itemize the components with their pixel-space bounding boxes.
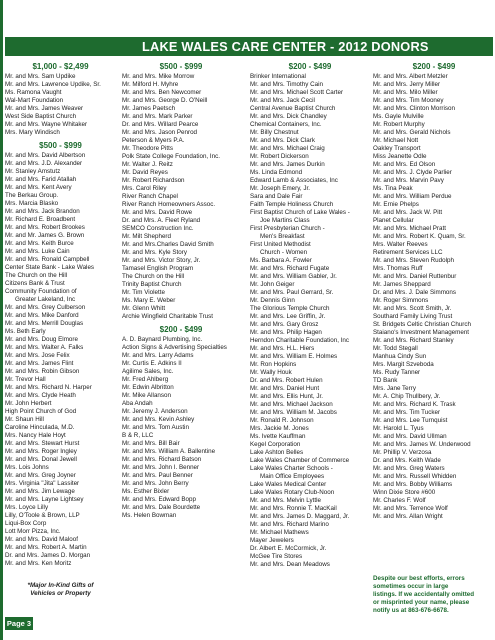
page-number-tab xyxy=(5,617,33,630)
donor-name: McGee Tire Stores xyxy=(250,553,303,560)
donor-name: Mr. and Mrs. William E. Holmes xyxy=(250,353,338,360)
donor-name: Mrs. Nancy Hale Hoyt xyxy=(5,432,66,439)
donor-name: Mr. Robert Richardson xyxy=(122,177,185,184)
donor-name: Mr. Stanley Amstutz xyxy=(5,168,61,175)
donor-name: Mr. and Mrs. Steven Rudolph xyxy=(373,257,454,264)
donor-name: Mr. and Mrs. Paul Gerrard, Sr. xyxy=(250,289,334,296)
donor-column-3 xyxy=(250,62,370,569)
donor-name: West Side Baptist Church xyxy=(5,113,77,120)
donor-name: The Berkau Group. xyxy=(5,192,59,199)
donor-name: Dr. and Mrs. J. Dale Simmons xyxy=(373,289,457,296)
donor-name: Mr. and Mrs. Jerry Miller xyxy=(373,81,441,88)
donor-name: Mr. and Mrs. Ronnie T. MacKail xyxy=(250,505,337,512)
donor-name: Mr. and Mrs. Jose Felix xyxy=(5,352,70,359)
donor-name: Ms. Mary E. Weber xyxy=(122,297,176,304)
donor-name: Mr. and Mrs. George D. O'Neill xyxy=(122,97,208,104)
donor-name: Tamasel English Program xyxy=(122,265,194,272)
donation-tier-heading: $200 - $499 xyxy=(412,62,456,71)
donor-name: Mr. and Mrs. Albert Metzler xyxy=(373,73,448,80)
donor-name: Mr. A. Chip Thullbery, Jr. xyxy=(373,393,441,400)
donor-name: Mr. Michael Nott xyxy=(373,137,419,144)
donor-name: Mr. and Mrs. Ben Newcomer xyxy=(122,89,202,96)
donor-name: Mr. and Mrs. Ken Moritz xyxy=(5,560,72,567)
donor-name: Mr. and Mrs. Tom Austin xyxy=(122,424,189,431)
donor-name: Mrs. Margit Szveboda xyxy=(373,361,434,368)
donor-name: Oakley Transport xyxy=(373,145,421,152)
donor-name: Mr. and Mrs. John I. Benner xyxy=(122,464,200,471)
donor-name: The Church on the Hill xyxy=(5,272,68,279)
donor-name: Mr. Fred Ahlberg xyxy=(122,376,169,383)
donor-name: Mrs. Marcia Blasko xyxy=(5,200,59,207)
donor-name: Retirement Services LLC xyxy=(373,249,443,256)
donor-name: Mr. and Mrs. James D. Maggard, Jr. xyxy=(250,513,350,520)
donor-name: Mr. and Mrs. Allan Wright xyxy=(373,513,443,520)
donor-name: Dr. and Mrs. James D. Morgan xyxy=(5,552,91,559)
donor-name: Mr. and Mrs. Victor Story, Jr. xyxy=(122,257,201,264)
donor-name: River Ranch Chapel xyxy=(122,193,178,200)
donor-name: Mr. Roger Simmons xyxy=(373,297,429,304)
donor-name: The Church on the Hill xyxy=(122,273,185,280)
page-edge-stripe xyxy=(0,0,3,640)
donor-column-1 xyxy=(5,62,116,598)
donor-name: Mr. Harold L. Tyus xyxy=(373,425,424,432)
donor-name: Miss Jeanette Odle xyxy=(373,153,427,160)
donor-name: Mr. and Mrs. Merrill Douglas xyxy=(5,320,84,327)
donor-name: Mr. and Mrs. Wayne Whitaker xyxy=(5,121,88,128)
donor-name: Mrs. Carol Riley xyxy=(122,185,167,192)
donor-name: Southard Family Living Trust xyxy=(373,313,453,320)
donor-column-2 xyxy=(122,62,240,520)
donor-name: Mr. and Mrs. Sam Updike xyxy=(5,73,76,80)
donor-name: Mr. and Mrs.Charles David Smith xyxy=(122,241,214,248)
donor-name: Action Signs & Advertising Specialties xyxy=(122,344,227,351)
donor-name: Ms. Rudy Tanner xyxy=(373,369,421,376)
donor-name: Mr. and Mrs. Ellis Hunt, Jr. xyxy=(250,393,323,400)
donor-name: Mr. and Mrs. Clinton Morrison xyxy=(373,105,455,112)
donor-name: Mr. Ronald R. Johnson xyxy=(250,417,314,424)
donor-name: Citizens Bank & Trust xyxy=(5,280,65,287)
donor-name: Mr. and Mrs. Walter A. Falks xyxy=(5,344,84,351)
donor-name: Mrs. Loyce Lilly xyxy=(5,504,49,511)
donor-name: Mr. and Mrs. J. Clyde Parlier xyxy=(373,169,452,176)
donor-name: Mr. Richard E. Broadbent xyxy=(5,216,76,223)
donor-name: Trinity Baptist Church xyxy=(122,281,182,288)
donor-name: Edward Lamb & Associates, Inc xyxy=(250,177,338,184)
donor-name: Main Office Employees xyxy=(260,473,325,480)
donation-tier-heading: $500 - $999 xyxy=(159,62,203,71)
donor-name: River Ranch Homeowners Assoc. xyxy=(122,201,216,208)
donor-name: Mr. and Mrs. Richard N. Harper xyxy=(5,384,92,391)
donor-name: Mr. Joseph Emery, Jr. xyxy=(250,185,310,192)
donor-name: Mr. and Mrs. William Perdue xyxy=(373,193,452,200)
donation-tier-heading: $200 - $499 xyxy=(159,325,203,334)
donor-name: Mr. Jeremy J. Anderson xyxy=(122,408,188,415)
donor-name: Mr. and Mrs. Russell Whidden xyxy=(373,473,457,480)
donor-name: Mr. and Mrs. Mike Danford xyxy=(5,312,79,319)
donor-name: Mr. and Mrs. Mark Parker xyxy=(122,113,193,120)
donor-name: Mrs. Walter Reeves xyxy=(373,241,428,248)
donor-name: Center State Bank - Lake Wales xyxy=(5,264,95,271)
donor-name: Mr. and Mrs. Edward Bopp xyxy=(122,496,196,503)
donor-name: Mr. and Mrs. Ronald Campbell xyxy=(5,256,90,263)
donor-name: Mr. Curtis E. Adkins II xyxy=(122,360,182,367)
donor-name: Mr. and Mrs. Keith Burce xyxy=(5,240,74,247)
donor-name: Lake Wales Charter Schools - xyxy=(250,465,333,472)
donor-name: Mr. and Mrs. James Durkin xyxy=(250,161,325,168)
donor-name: Lake Ashton Belles xyxy=(250,449,304,456)
donor-name: Mr. and Mrs. David Albertson xyxy=(5,152,86,159)
donor-name: Mr. Robert Murphy xyxy=(373,121,425,128)
donor-name: Mr. James Paetsch xyxy=(122,105,176,112)
donor-name: Mr. and Mrs. David Ullman xyxy=(373,433,447,440)
donor-name: Mr. and Mrs. Richard K. Trask xyxy=(373,401,456,408)
donor-name: Mr. Charles F. Wolf xyxy=(373,497,426,504)
donor-name: Lilly, O'Toole & Brown, LLP xyxy=(5,512,80,519)
page-title: LAKE WALES CARE CENTER - 2012 DONORS xyxy=(142,39,429,54)
donor-name: Mr. and Mrs. John Berry xyxy=(122,480,189,487)
donor-name: High Point Church of God xyxy=(5,408,77,415)
donor-name: Herndon Charitable Foundation, Inc xyxy=(250,337,350,344)
donor-name: Dr. Albert E. McCormick, Jr. xyxy=(250,545,327,552)
donor-name: Mr. and Mrs. Larry Adams xyxy=(122,352,194,359)
donor-name: Mr. Todd Stegall xyxy=(373,345,418,352)
donor-name: Mr. Wally Houk xyxy=(250,369,292,376)
donor-name: Mr. and Mrs. Mike Morrow xyxy=(122,73,195,80)
donor-name: Mr. Ron Hopkins xyxy=(250,361,297,368)
donor-name: Mr. and Mrs. Jim Lewage xyxy=(5,488,75,495)
note-line: Vehicles or Property xyxy=(30,590,91,597)
donation-tier-heading: $1,000 - $2,499 xyxy=(32,62,89,71)
donor-name: Dr. and Mrs. Robert Hulen xyxy=(250,377,323,384)
donor-name: Ms. Ramona Vaught xyxy=(5,89,62,96)
donor-name: Mr. Michael Mathews xyxy=(250,529,309,536)
donor-name: Mr. and Mrs. Kyle Story xyxy=(122,249,187,256)
donor-name: Mr. and Mrs. Kevin Ashley xyxy=(122,416,195,423)
donor-name: Mr. and Mrs. Tim Tucker xyxy=(373,409,441,416)
donor-name: Mr. Milt Shepherd xyxy=(122,233,171,240)
donor-name: Planet Cellular xyxy=(373,217,414,224)
donor-name: Mr. and Mrs. J.D. Alexander xyxy=(5,160,83,167)
donor-name: Lake Wales Chamber of Commerce xyxy=(250,457,350,464)
donor-name: Kegel Corporation xyxy=(250,441,301,448)
donor-name: Manhua Cindy Sun xyxy=(373,353,427,360)
donor-name: Mr. and Mrs. David Maloof xyxy=(5,536,78,543)
donor-name: Mr. Walter J. Reitz xyxy=(122,161,173,168)
donor-name: Mr. Tim Violette xyxy=(122,289,165,296)
donor-name: Faith Temple Holiness Church xyxy=(250,201,334,208)
donor-name: Mr. and Mrs. Richard Batson xyxy=(122,456,202,463)
errors-notice xyxy=(373,575,493,615)
donor-name: Dr. and Mrs. Keith Wade xyxy=(373,457,441,464)
notice-line: Despite our best efforts, errors xyxy=(373,575,465,582)
donor-name: Mr. Shaun Hill xyxy=(5,416,44,423)
donor-name: Mr. and Mrs. James Weaver xyxy=(5,105,84,112)
donor-name: Mr. and Mrs. Layne Lightsey xyxy=(5,496,84,503)
donor-name: Mr. and Mrs. Philip Hagen xyxy=(250,329,322,336)
donor-name: A. D. Baynard Plumbing, Inc. xyxy=(122,336,203,343)
donor-name: First United Methodist xyxy=(250,241,311,248)
donor-name: Mr. and Mrs. Daniel Hunt xyxy=(250,385,320,392)
donor-name: Caroline Hinculada, M.D. xyxy=(5,424,75,431)
donor-name: Wal-Mart Foundation xyxy=(5,97,64,104)
donor-name: Men's Breakfast xyxy=(260,233,305,240)
donor-name: Mr. Trevor Hall xyxy=(5,376,46,383)
donor-name: Mr. and Mrs. Jack Brandon xyxy=(5,208,80,215)
donor-name: Mr. John Herbert xyxy=(5,400,52,407)
donor-name: St. Bridgets Celtic Christian Church xyxy=(373,321,471,328)
donor-name: Mrs. Mary Windisch xyxy=(5,129,60,136)
donor-name: Mr. John Geiger xyxy=(250,281,295,288)
donor-name: Mr. and Mrs. Milo Miller xyxy=(373,89,438,96)
notice-line: listings. If we accidentally omitted xyxy=(373,591,475,599)
donor-name: Mr. Robert Dickerson xyxy=(250,153,309,160)
donor-name: Ms. Tina Peak xyxy=(373,185,413,192)
donor-name: Mr. and Mrs. Paul Benner xyxy=(122,472,193,479)
donor-name: Mr. and Mr. James G. Brown xyxy=(5,232,85,239)
donor-name: SEMCO Construction Inc. xyxy=(122,225,194,232)
donor-name: Mr. and Mrs. Marvin Pavy xyxy=(373,177,444,184)
donor-name: Community Foundation of xyxy=(5,288,77,295)
donor-name: Mr. and Mrs. David Rowe xyxy=(122,209,193,216)
donor-name: Mr. and Mrs. William Gabler, Jr. xyxy=(250,273,337,280)
donor-name: Ms. Linda Edmond xyxy=(250,169,303,176)
donor-name: Mr. and Mrs. Grey Culberson xyxy=(5,304,86,311)
donor-name: Mr. and Mrs. Timothy Cain xyxy=(250,81,323,88)
donor-name: Ms. Gayle Mulville xyxy=(373,113,424,120)
donor-name: Lott Morr Pizza, Inc. xyxy=(5,528,61,535)
donor-name: Mr. and Mrs. William M. Jacobs xyxy=(250,409,337,416)
donor-name: Mr. and Mrs. Michael Pratt xyxy=(373,225,446,232)
donor-name: Mr. and Mrs. Jack Cecil xyxy=(250,97,315,104)
donor-name: Mr. David Reyes xyxy=(122,169,168,176)
donor-name: Mr. and Mrs. Terrence Wolf xyxy=(373,505,448,512)
donor-name: Staiano's Investment Management xyxy=(373,329,470,336)
donor-name: Mr. and Mrs. Robert Brookes xyxy=(5,224,85,231)
donor-name: Mr. and Mrs. Gary Grosz xyxy=(250,321,319,328)
donor-column-4 xyxy=(373,62,495,521)
donor-name: Ms. Barbara A. Fowler xyxy=(250,257,312,264)
donor-name: Mr. and Mrs. Bill Bair xyxy=(122,440,180,447)
donor-name: B & R, LLC xyxy=(122,432,154,439)
donor-name: Mayer Jewelers xyxy=(250,537,294,544)
donor-name: Mr. and Mrs. Ed Olson xyxy=(373,161,436,168)
donor-name: Mr. Billy Chestnut xyxy=(250,129,299,136)
donor-name: Dr. and Mrs. Willard Pearce xyxy=(122,121,199,128)
donor-name: Central Avenue Baptist Church xyxy=(250,105,336,112)
donor-name: Winn Dixie Store #600 xyxy=(373,489,436,496)
donor-name: Mr. and Mrs. Michael Scott Carter xyxy=(250,89,344,96)
donor-name: Mr. and Mrs. Bobby Williams xyxy=(373,481,453,488)
donor-name: Mr. and Mrs. Tim Mooney xyxy=(373,97,444,104)
donor-name: Greater Lakeland, Inc xyxy=(15,296,76,303)
donor-name: Archie Wingfield Charitable Trust xyxy=(122,313,214,320)
donor-name: Mr. and Mrs. James W. Underwood xyxy=(373,441,471,448)
donor-name: Mr. and Mrs. Richard Fugate xyxy=(250,265,330,272)
donor-name: Ms. Esther Bixler xyxy=(122,488,170,495)
donor-name: The Glorious Temple Church xyxy=(250,305,330,312)
notice-line: sometimes occur in large xyxy=(373,583,449,591)
donor-name: Mr. and Mrs. Farid Atallah xyxy=(5,176,77,183)
donor-name: Mr. Milford H. Myhre xyxy=(122,81,179,88)
donor-name: Chemical Containers, Inc. xyxy=(250,121,322,128)
donation-tier-heading: $200 - $499 xyxy=(288,62,332,71)
donor-name: Ms. Beth Early xyxy=(5,328,46,335)
donor-name: Aba Andah xyxy=(122,400,153,407)
donor-name: Lake Wales Rotary Club-Noon xyxy=(250,489,335,496)
donor-name: Mr. and Mrs. Scott Smith, Jr. xyxy=(373,305,452,312)
donor-name: Mr. and Mrs. Jack W. Pitt xyxy=(373,209,443,216)
donor-name: Mr. and Mrs. Robin Gibson xyxy=(5,368,80,375)
donor-name: Mr. and Mrs. Gerald Nichols xyxy=(373,129,451,136)
donor-name: Mr. and Mrs. Dale Bourdette xyxy=(122,504,201,511)
donor-name: Lake Wales Medical Center xyxy=(250,481,327,488)
donor-name: Sara and Dale Fair xyxy=(250,193,303,200)
donor-name: Mr. and Mrs. Kent Avery xyxy=(5,184,72,191)
donor-name: Mr. and Mrs. Richard Stanley xyxy=(373,337,454,344)
donor-name: Ms. Ivette Kauffman xyxy=(250,433,306,440)
donor-name: Mr. and Mrs. Clyde Heath xyxy=(5,392,76,399)
donor-name: Mr. and Mrs. Lee Griffin, Jr. xyxy=(250,313,326,320)
donor-name: Mr. and Mrs. Michael Craig xyxy=(250,145,325,152)
donation-tier-heading: $500 - $999 xyxy=(39,141,82,150)
donor-name: Mrs. Thomas Ruff xyxy=(373,265,423,272)
donor-name: Mr. and Mrs. Greg Joyner xyxy=(5,472,76,479)
donor-name: Brinker International xyxy=(250,73,306,80)
donor-name: Mr. Dennis Ginn xyxy=(250,297,295,304)
donor-name: Mr. and Mrs. Richard Marino xyxy=(250,521,329,528)
donor-name: First Presbyterian Church - xyxy=(250,225,325,232)
donor-name: Mr. and Mrs. Melvin Lyttle xyxy=(250,497,321,504)
donor-name: Mr. and Mrs. Dick Chandley xyxy=(250,113,327,120)
donor-name: Mr. Phillip V. Verzosa xyxy=(373,449,432,456)
donor-name: Mr. and Mrs. Jason Penrod xyxy=(122,129,198,136)
donor-name: Ms. Helen Bowman xyxy=(122,512,177,519)
donor-name: Mr. and Mrs. Luke Cain xyxy=(5,248,70,255)
in-kind-gifts-note xyxy=(5,582,116,598)
notice-line: notify us at 863-676-6678. xyxy=(373,607,449,615)
donor-name: Mr. and Mrs. Lawrence Updike, Sr. xyxy=(5,81,101,88)
donor-name: Mrs. Jane Terry xyxy=(373,385,416,392)
donor-name: Mr. Theodore Pitts xyxy=(122,145,173,152)
donor-name: TD Bank xyxy=(373,377,398,384)
donor-name: Mrs. Lois Johns xyxy=(5,464,49,471)
donor-name: Mrs. Virginia "Jita" Lassiter xyxy=(5,480,80,487)
donor-name: Mr. and Mrs. Roger Ingley xyxy=(5,448,77,455)
donor-name: Polk State College Foundation, Inc. xyxy=(122,153,220,160)
donor-name: Church - Women xyxy=(260,249,308,256)
donor-name: Mr. and Mrs. Robert K. Quam, Sr. xyxy=(373,233,466,240)
donor-name: Joe Martins Class xyxy=(260,217,310,224)
donor-name: Mr. Mike Allanson xyxy=(122,392,171,399)
donor-name: Liqui-Box Corp xyxy=(5,520,47,527)
donor-name: Dr. and Mrs. A. Fleet Ryland xyxy=(122,217,201,224)
donor-name: Peterson & Myers P.A. xyxy=(122,137,185,144)
donor-name: Mr. and Mrs. Daniel Ruttenbur xyxy=(373,273,457,280)
donor-name: Mr. and Mrs. Michael Jackson xyxy=(250,401,333,408)
donor-name: Mr. James Sheppard xyxy=(373,281,431,288)
donor-name: Mr. and Mrs. Robert A. Martin xyxy=(5,544,87,551)
title-banner xyxy=(5,37,493,56)
note-line: *Major In-Kind Gifts of xyxy=(27,582,94,589)
donor-name: Mr. and Mrs. Doug Elmore xyxy=(5,336,78,343)
donor-name: Mr. and Mrs. Greg Waters xyxy=(373,465,445,472)
donor-name: Mr. and Mrs. James Flint xyxy=(5,360,74,367)
donor-name: Mr. and Mrs. Donal Jewell xyxy=(5,456,77,463)
donor-name: Mr. Glenn Whitt xyxy=(122,305,166,312)
donor-name: Mr. and Mrs. Dean Meadows xyxy=(250,561,330,568)
page-number: Page 3 xyxy=(6,619,32,628)
donor-name: Mr. and Mrs. Lee Turnquist xyxy=(373,417,448,424)
donor-name: First Baptist Church of Lake Wales - xyxy=(250,209,350,216)
donor-name: Mr. Edwin Albritton xyxy=(122,384,174,391)
donor-name: Mr. Ernie Phelps xyxy=(373,201,419,208)
notice-line: or misprinted your name, please xyxy=(373,599,470,607)
donor-name: Mr. and Mrs. H.L. Hiers xyxy=(250,345,315,352)
donor-name: Mrs. Jackie M. Jones xyxy=(250,425,309,432)
donor-name: Agilime Sales, Inc. xyxy=(122,368,174,375)
donor-name: Mr. and Mrs. Stewart Hurst xyxy=(5,440,80,447)
donor-name: Mr. and Mrs. William A. Ballentine xyxy=(122,448,216,455)
donor-name: Mr. and Mrs. Dick Clark xyxy=(250,137,315,144)
